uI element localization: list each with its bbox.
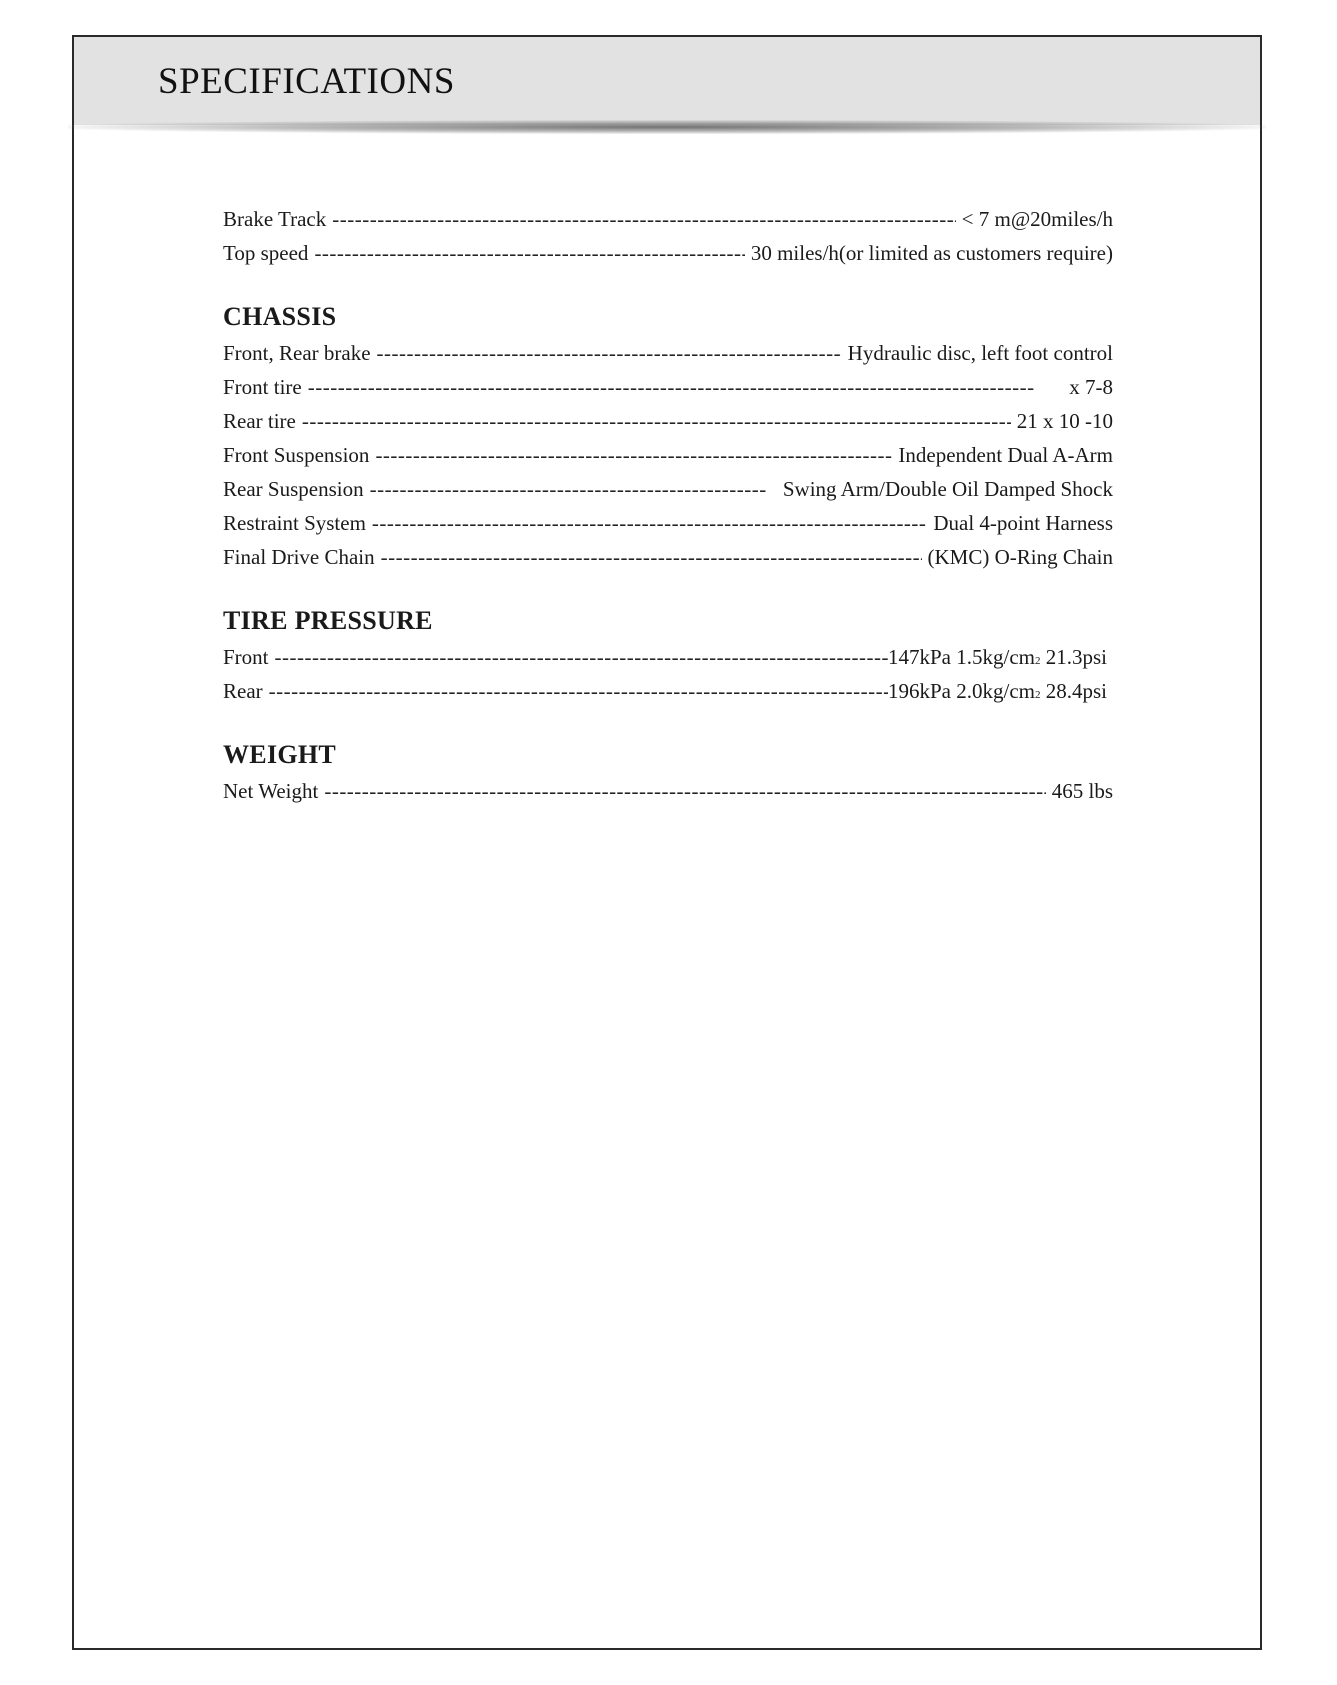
leader-dashes — [308, 370, 1036, 404]
spec-row-rear-suspension — [223, 472, 1113, 506]
spec-value: 465 lbs — [1051, 779, 1113, 803]
spec-row-restraint-system — [223, 506, 1113, 540]
spec-label: Front tire — [223, 375, 302, 399]
spec-row-rear-pressure — [223, 674, 1113, 708]
spec-label: Rear — [223, 679, 263, 703]
spec-label: Front Suspension — [223, 443, 370, 467]
spec-row-front-suspension — [223, 438, 1113, 472]
spec-label: Rear Suspension — [223, 477, 364, 501]
spec-label: Brake Track — [223, 207, 327, 231]
pressure-metric: 147kPa 1.5kg/cm — [887, 645, 1035, 669]
pressure-psi: 21.3psi — [1040, 645, 1107, 669]
spec-label: Rear tire — [223, 409, 296, 433]
leader-dashes — [324, 774, 1045, 808]
leader-dashes — [275, 640, 888, 674]
leader-dashes — [381, 540, 922, 574]
leader-dashes — [332, 202, 955, 236]
spec-row-rear-tire — [223, 404, 1113, 438]
spec-content — [223, 202, 1113, 808]
spec-value: 21 x 10 -10 — [1016, 409, 1113, 433]
header-band — [74, 37, 1260, 125]
unit-subscript: 2 — [1034, 655, 1041, 667]
spec-label: Top speed — [223, 241, 309, 265]
spec-value: < 7 m@20miles/h — [961, 207, 1113, 231]
leader-dashes — [375, 438, 892, 472]
spec-label: Net Weight — [223, 779, 319, 803]
leader-dashes — [370, 472, 767, 506]
spec-row-final-drive-chain — [223, 540, 1113, 574]
spec-value: Swing Arm/Double Oil Damped Shock — [782, 477, 1113, 501]
spec-value: Dual 4-point Harness — [933, 511, 1113, 535]
spec-value: (KMC) O-Ring Chain — [927, 545, 1113, 569]
header-shadow — [68, 120, 1266, 134]
spec-value — [888, 674, 1113, 712]
spec-value — [888, 640, 1113, 678]
spec-row-net-weight — [223, 774, 1113, 808]
leader-dashes — [269, 674, 888, 708]
pressure-metric: 196kPa 2.0kg/cm — [887, 679, 1035, 703]
spec-label: Restraint System — [223, 511, 366, 535]
spec-row-front-rear-brake — [223, 336, 1113, 370]
spec-value: Hydraulic disc, left foot control — [847, 341, 1113, 365]
section-title-weight: WEIGHT — [223, 740, 337, 769]
spec-label: Final Drive Chain — [223, 545, 375, 569]
section-title-chassis: CHASSIS — [223, 302, 337, 331]
spec-row-top-speed — [223, 236, 1113, 270]
pressure-psi: 28.4psi — [1040, 679, 1107, 703]
leader-dashes — [302, 404, 1011, 438]
unit-subscript: 2 — [1034, 689, 1041, 701]
spec-row-front-tire — [223, 370, 1113, 404]
spec-value: Independent Dual A-Arm — [898, 443, 1113, 467]
leader-dashes — [377, 336, 842, 370]
spec-row-brake-track — [223, 202, 1113, 236]
spec-row-front-pressure — [223, 640, 1113, 674]
page-title: SPECIFICATIONS — [158, 61, 455, 102]
spec-label: Front, Rear brake — [223, 341, 371, 365]
spec-value: 30 miles/h(or limited as customers require) — [750, 241, 1113, 265]
spec-label: Front — [223, 645, 269, 669]
leader-dashes — [372, 506, 927, 540]
spec-value: x 7-8 — [1069, 375, 1113, 399]
section-title-tire-pressure: TIRE PRESSURE — [223, 606, 433, 635]
leader-dashes — [314, 236, 744, 270]
